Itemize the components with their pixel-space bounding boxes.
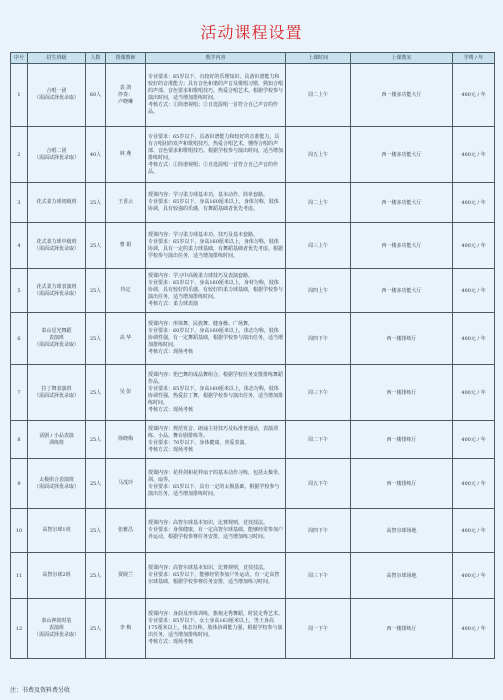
row-room: 西一楼排练厅 <box>351 365 453 421</box>
row-room: 高智尔球场地 <box>351 553 453 599</box>
row-content: 授课内容：学习柔力球基本功，基本动作、简单套路。 专业要求：65岁以下，身高160厘米以上，身体匀称，肢体协调，具有较强的乐感，有舞蹈基础者优先考虑。 <box>146 183 286 223</box>
row-count: 25人 <box>86 365 106 421</box>
row-fee: 400元 / 年 <box>453 269 495 313</box>
row-teacher: 吴 彭 <box>106 365 146 421</box>
table-row <box>11 313 495 365</box>
row-content: 授课内容：身韵及形体训练，旗袍走秀舞蹈，时装走秀艺术。 专业要求：65岁以下，女士身高163厘米以上，男士身高175厘米以上，体态匀称，肢体协调能力强，根据学校参与演出任务，适当增加排练时间。 考核方式：现场考核 <box>146 599 286 659</box>
row-room: 西一楼排练厅 <box>351 599 453 659</box>
row-time: 周四下午 <box>286 509 351 553</box>
row-time: 周四下午 <box>286 313 351 365</box>
row-class: 合唱二团 （需面试择优录取） <box>28 127 86 183</box>
page-title: 活动课程设置 <box>200 23 303 42</box>
course-table <box>10 52 495 659</box>
row-teacher: 王香云 <box>106 183 146 223</box>
row-time: 周三下午 <box>286 553 351 599</box>
row-count: 25人 <box>86 421 106 459</box>
footnote: 注：书费及资料费另收 <box>10 687 71 694</box>
row-teacher: 徐晓梅 <box>106 421 146 459</box>
row-content: 授课内容：高智尔球基本知识，比赛规则，竞技技法。 专业要求：65岁以下，能够经常参加户外运动，有一定高智尔球基础，根据学校参赛任务安排，适当增加练习时间。 <box>146 553 286 599</box>
row-count: 25人 <box>86 459 106 509</box>
row-teacher: 袁 鸽 伴奏： 卢晓琳 <box>106 64 146 127</box>
row-time: 周二上午 <box>286 64 351 127</box>
row-content: 授课内容：学习中高级柔力球技巧及表演套路。 专业要求：65岁以下，身高160厘米以上，身材匀称，肢体协调，具有较好的乐感，有较好的柔力球基础，根据学校参与演出任务，适当增加排练时间。 考核方式：柔力球表演 <box>146 269 286 313</box>
row-fee: 400元 / 年 <box>453 599 495 659</box>
row-class: 花式柔力球表演班 （需面试择优录取） <box>28 269 86 313</box>
row-content: 授课内容：高智尔球基本知识，比赛规则，竞技技法。 专业要求：身体健康，有一定高智尔球基础，能够经常参加户外运动，根据学校参赛任务安排，适当增加练习时间。 <box>146 509 286 553</box>
header-teacher: 授课教师 <box>106 53 146 64</box>
row-no: 9 <box>11 459 28 509</box>
row-content: 授课内容：花样剑和花样扇子的基本动作习练，包括太极拳，剑、扇等。 专业要求：65岁以下，具有一定的太极基础，根据学校参与演出任务，适当增加排练时间。 <box>146 459 286 509</box>
row-count: 25人 <box>86 313 106 365</box>
row-no: 6 <box>11 313 28 365</box>
row-no: 10 <box>11 509 28 553</box>
row-count: 25人 <box>86 509 106 553</box>
row-no: 7 <box>11 365 28 421</box>
row-class: 高智尔球2班 <box>28 553 86 599</box>
row-count: 25人 <box>86 223 106 269</box>
table-row <box>11 599 495 659</box>
row-fee: 400元 / 年 <box>453 365 495 421</box>
row-count: 25人 <box>86 183 106 223</box>
row-no: 8 <box>11 421 28 459</box>
row-time: 周四上午 <box>286 269 351 313</box>
row-count: 25人 <box>86 553 106 599</box>
row-fee: 400元 / 年 <box>453 553 495 599</box>
row-fee: 400元 / 年 <box>453 313 495 365</box>
row-count: 60人 <box>86 64 106 127</box>
header-content: 教学内容 <box>146 53 286 64</box>
table-row <box>11 421 495 459</box>
row-teacher: 待定 <box>106 269 146 313</box>
row-content: 专业要求：65岁以下，有较好的乐理知识，具备识谱能力和较好的音准能力；具有音色和谐的声音及歌唱习惯，熟知合唱的声部、音色要求和歌唱技巧，热爱合唱艺术。根据学校参与演出时间，适当增加排练时间。 考核方式：①简谱视唱；②自选混唱一首符合自己声音的作品。 <box>146 64 286 127</box>
row-class: 太极组合表演班 （需面试择优录取） <box>28 459 86 509</box>
row-no: 4 <box>11 223 28 269</box>
row-fee: 400元 / 年 <box>453 223 495 269</box>
row-no: 11 <box>11 553 28 599</box>
row-count: 40人 <box>86 127 106 183</box>
row-class: 合唱一团 （需面试择优录取） <box>28 64 86 127</box>
row-teacher: 高 华 <box>106 313 146 365</box>
row-class: 泰山神韵时装 表演班 （需面试择优录取） <box>28 599 86 659</box>
header-room: 上课教室 <box>351 53 453 64</box>
header-count: 人数 <box>86 53 106 64</box>
row-room: 西一楼多功能大厅 <box>351 127 453 183</box>
row-teacher: 张雅昌 <box>106 509 146 553</box>
row-time: 周二下午 <box>286 421 351 459</box>
row-content: 授课内容：伦巴舞的成品舞组合，根据学校任务安排排练舞蹈作品。 专业要求：65岁以下，身高160厘米以上，体态匀称，肢体协调性强，热爱拉丁舞，根据学校参与演出任务，适当增加排练时间。 考核方式：现场考核 <box>146 365 286 421</box>
row-room: 西一楼多功能大厅 <box>351 183 453 223</box>
row-teacher: 贾砚兰 <box>106 553 146 599</box>
row-no: 5 <box>11 269 28 313</box>
row-class: 话剧 / 小品表演 训练班 <box>28 421 86 459</box>
row-time: 周五下午 <box>286 459 351 509</box>
row-fee: 400元 / 年 <box>453 459 495 509</box>
row-fee: 400元 / 年 <box>453 64 495 127</box>
row-class: 花式柔力球初级班 <box>28 183 86 223</box>
table-row <box>11 269 495 313</box>
header-no: 序号 <box>11 53 28 64</box>
row-time: 周二上午 <box>286 183 351 223</box>
row-teacher: 林 燕 <box>106 127 146 183</box>
table-row <box>11 127 495 183</box>
row-time: 周三上午 <box>286 223 351 269</box>
row-content: 授课内容：规范发音、朗诵主持技巧及标准普通话，表演训练、小品、舞台剧排练等。 专业要求：70岁以下，身体健康，喜爱表演。 考核方式：现场考核 <box>146 421 286 459</box>
row-no: 2 <box>11 127 28 183</box>
row-class: 泰山星光舞蹈 表演班 （需面试择优录取） <box>28 313 86 365</box>
table-row <box>11 183 495 223</box>
row-class: 花式柔力球中级班 （需面试择优录取） <box>28 223 86 269</box>
row-time: 周一下午 <box>286 599 351 659</box>
row-room: 西一楼多功能大厅 <box>351 64 453 127</box>
row-count: 25人 <box>86 269 106 313</box>
row-room: 西一楼排练厅 <box>351 313 453 365</box>
row-room: 西一楼排练厅 <box>351 459 453 509</box>
row-room: 西一楼排练厅 <box>351 421 453 459</box>
row-fee: 400元 / 年 <box>453 183 495 223</box>
row-time: 周五上午 <box>286 127 351 183</box>
table-row <box>11 365 495 421</box>
row-teacher: 曹 娟 <box>106 223 146 269</box>
row-content: 授课内容：学习柔力球基本功、技巧及基本套路。 专业要求：65岁以下，身高160厘米以上，身体匀称，肢体协调，具有一定的柔力球基础，有舞蹈基础者优先考虑。根据学校参与演出任务，适当增加排练时间。 <box>146 223 286 269</box>
header-row <box>11 53 495 64</box>
row-class: 高智尔球1班 <box>28 509 86 553</box>
table-row <box>11 459 495 509</box>
row-content: 授课内容：形体舞、民族舞、健身操、广场舞。 专业要求：60岁以下，身高160厘米以上，体态匀称，肢体协调性强，有一定舞蹈基础，根据学校参与演出任务，适当增加排练时间。 考核方式：现场考核 <box>146 313 286 365</box>
row-teacher: 李 梅 <box>106 599 146 659</box>
row-no: 1 <box>11 64 28 127</box>
header-time: 上课时间 <box>286 53 351 64</box>
row-time: 周三下午 <box>286 365 351 421</box>
table-row <box>11 509 495 553</box>
row-fee: 400元 / 年 <box>453 127 495 183</box>
header-fee: 学费 / 年 <box>453 53 495 64</box>
table-row <box>11 553 495 599</box>
row-content: 专业要求：65岁以下，具备识谱能力和较好的音准能力，具有合唱团的发声和歌唱技巧，热爱合唱艺术，懂得合唱的声部、音色要求和歌唱技巧。根据学校参与演出时间，适当增加排练时间。 考核方式：①简谱视唱；②自选混唱一首符合自己声音的作品。 <box>146 127 286 183</box>
row-room: 高智尔球场地 <box>351 509 453 553</box>
row-teacher: 马茂玲 <box>106 459 146 509</box>
row-no: 3 <box>11 183 28 223</box>
table-row <box>11 64 495 127</box>
table-row <box>11 223 495 269</box>
row-class: 拉丁舞表演班 （需面试择优录取） <box>28 365 86 421</box>
row-count: 25人 <box>86 599 106 659</box>
row-fee: 400元 / 年 <box>453 421 495 459</box>
row-room: 西一楼多功能大厅 <box>351 223 453 269</box>
header-class: 招生班级 <box>28 53 86 64</box>
row-no: 12 <box>11 599 28 659</box>
row-fee: 400元 / 年 <box>453 509 495 553</box>
row-room: 西一楼多功能大厅 <box>351 269 453 313</box>
